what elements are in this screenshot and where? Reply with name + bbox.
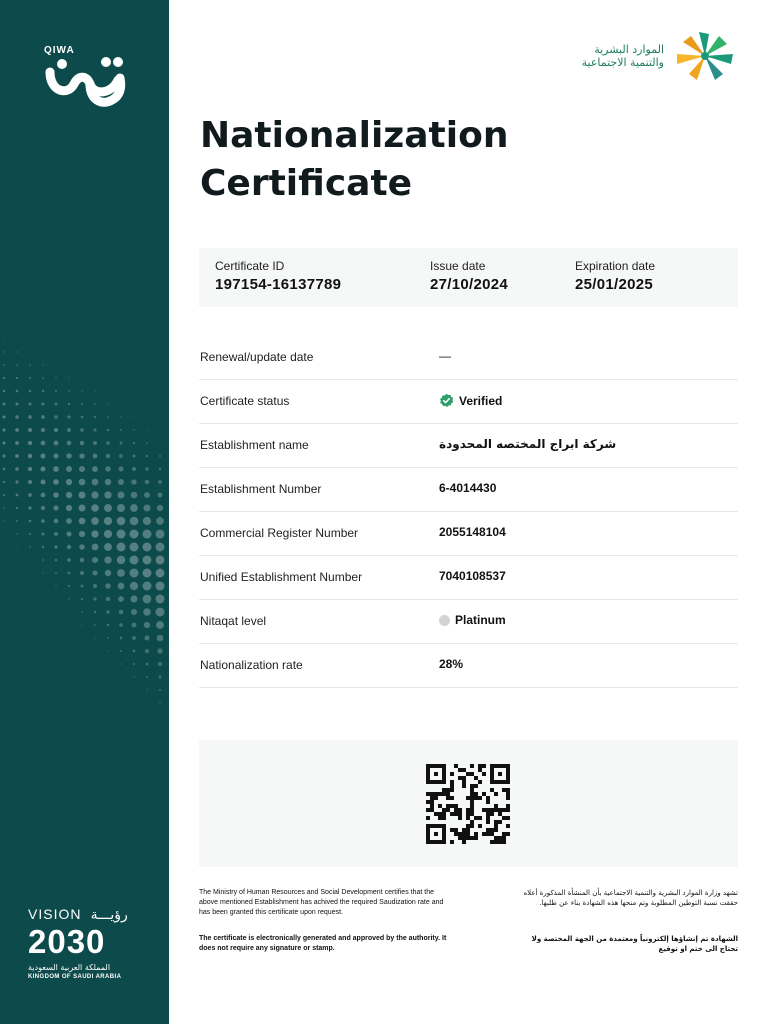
vision-country-english: KINGDOM OF SAUDI ARABIA xyxy=(28,974,122,980)
row-value xyxy=(439,569,506,583)
nitaqat-level-value: Platinum xyxy=(455,613,506,627)
verified-check-icon xyxy=(439,393,454,408)
table-row xyxy=(199,600,738,644)
issue-date-group xyxy=(430,259,508,293)
row-label: Nationalization rate xyxy=(200,658,303,672)
row-value xyxy=(439,393,502,408)
renewal-date-value: — xyxy=(439,349,451,363)
row-label: Renewal/update date xyxy=(200,350,314,364)
row-value xyxy=(439,657,463,671)
certificate-details-table xyxy=(199,336,738,688)
issue-date-value: 27/10/2024 xyxy=(430,276,509,293)
certificate-id-group xyxy=(215,259,341,293)
establishment-number-value: 6-4014430 xyxy=(439,481,497,495)
vision-2030-logo xyxy=(28,904,148,980)
certificate-summary-box xyxy=(199,248,738,307)
unified-establishment-value: 7040108537 xyxy=(439,569,506,583)
vision-word: VISION xyxy=(28,906,82,922)
nationalization-rate-value: 28% xyxy=(439,657,464,671)
row-value xyxy=(439,525,506,539)
row-label: Unified Establishment Number xyxy=(200,570,363,584)
ministry-name-line-1: الموارد البشرية xyxy=(594,43,664,56)
expiration-date-value: 25/01/2025 xyxy=(575,276,654,293)
qr-code-box xyxy=(199,740,738,867)
row-label: Certificate status xyxy=(200,394,290,408)
ministry-name-line-2: والتنمية الاجتماعية xyxy=(581,56,664,69)
vision-country-arabic: المملكة العربية السعودية xyxy=(28,963,111,972)
issue-date-label: Issue date xyxy=(430,259,486,273)
sidebar-panel xyxy=(0,0,169,1024)
table-row xyxy=(199,644,738,688)
table-row xyxy=(199,512,738,556)
ministry-star-icon xyxy=(672,30,738,82)
expiration-date-group xyxy=(575,259,655,293)
row-label: Commercial Register Number xyxy=(200,526,359,540)
row-label: Establishment Number xyxy=(200,482,322,496)
qiwa-logo-icon xyxy=(42,44,132,120)
note-english-1: The Ministry of Human Resources and Social Development certifies that the above mentioned Establishment has achived the required Saudization rate and has been granted this certificate upon request. xyxy=(199,889,444,916)
platinum-level-dot-icon xyxy=(439,615,450,626)
commercial-register-value: 2055148104 xyxy=(439,525,506,539)
table-row xyxy=(199,424,738,468)
row-label: Establishment name xyxy=(200,438,309,452)
row-label: Nitaqat level xyxy=(200,614,267,628)
vision-year: 2030 xyxy=(28,923,106,960)
ministry-logo xyxy=(582,30,738,82)
table-row xyxy=(199,336,738,380)
note-arabic-1: تشهد وزارة الموارد البشرية والتنمية الاجتماعية بأن المنشأة المذكورة أعلاه حققت نسبة التوطين المطلوبة وتم منحها هذه الشهادة بناء عن طلبها. xyxy=(523,889,738,907)
note-arabic-2: الشهادة تم إنشاؤها إلكترونياً ومعتمدة من الجهة المختصة ولا تحتاج الى ختم او توقيع xyxy=(531,935,738,953)
certificate-status-value: Verified xyxy=(459,393,503,408)
row-value xyxy=(439,481,496,495)
qr-code-icon xyxy=(426,764,510,844)
note-english-2: The certificate is electronically generated and approved by the authority. It does not require any signature or stamp. xyxy=(199,935,447,952)
table-row xyxy=(199,556,738,600)
qiwa-wordmark: QIWA xyxy=(44,45,75,56)
certificate-id-value: 197154-16137789 xyxy=(215,276,342,293)
certificate-id-label: Certificate ID xyxy=(215,259,285,273)
expiration-date-label: Expiration date xyxy=(575,259,656,273)
establishment-name-value: شركة ابراج المختصه المحدودة xyxy=(439,437,617,451)
table-row xyxy=(199,380,738,424)
row-value xyxy=(439,437,616,451)
table-row xyxy=(199,468,738,512)
dot-pattern-decoration xyxy=(0,0,169,1024)
vision-arabic-word: رؤيـــة xyxy=(90,907,128,923)
row-value xyxy=(439,349,451,363)
row-value xyxy=(439,613,506,627)
certificate-title: Nationalization Certificate xyxy=(200,115,509,204)
